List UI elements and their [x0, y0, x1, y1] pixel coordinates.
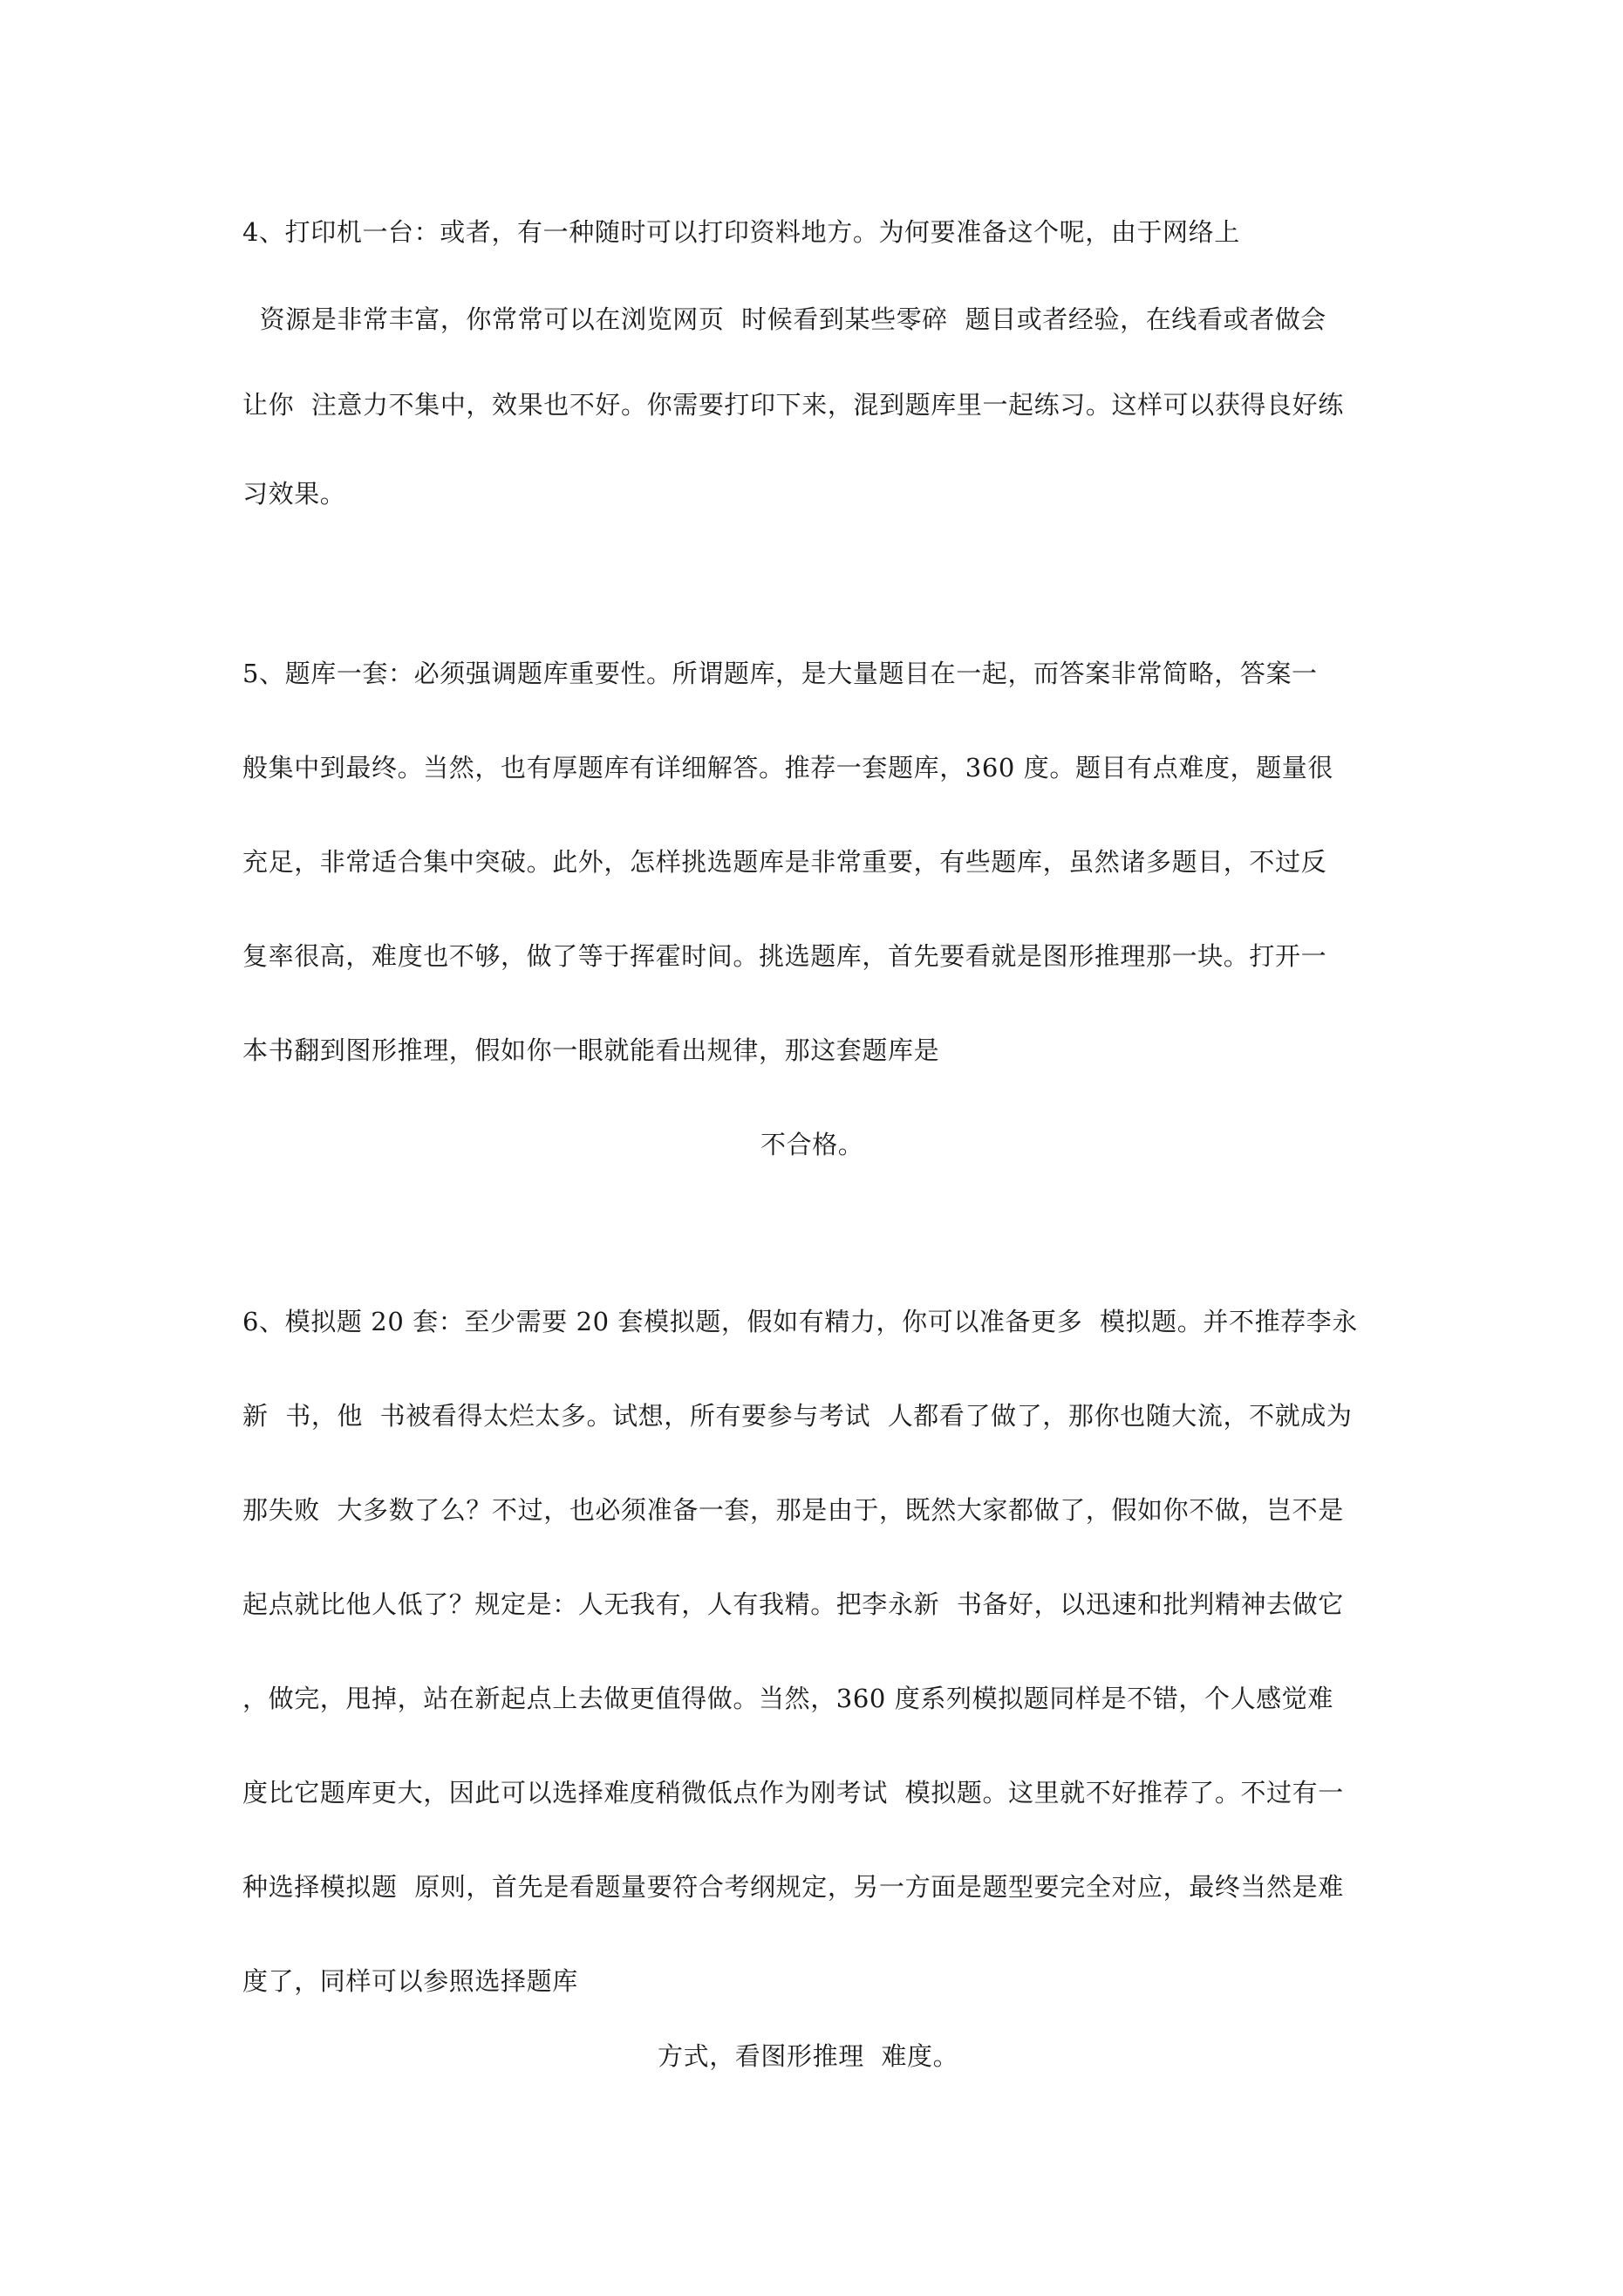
paragraph-4-line-4: 习效果。: [242, 479, 346, 509]
paragraph-4-line-1: 4、打印机一台：或者，有一种随时可以打印资料地方。为何要准备这个呢，由于网络上: [242, 217, 1240, 247]
paragraph-4-line-2: 资源是非常丰富，你常常可以在浏览网页 时候看到某些零碎 题目或者经验，在线看或者做会: [242, 304, 1326, 334]
paragraph-6-line-2: 新 书，他 书被看得太烂太多。试想，所有要参与考试 人都看了做了，那你也随大流，不就成为: [242, 1401, 1353, 1431]
paragraph-6-tail: 方式，看图形推理 难度。: [658, 2041, 959, 2071]
paragraph-5-line-2: 般集中到最终。当然，也有厚题库有详细解答。推荐一套题库，360 度。题目有点难度，题量很: [242, 753, 1333, 782]
paragraph-5-line-4: 复率很高，难度也不够，做了等于挥霍时间。挑选题库，首先要看就是图形推理那一块。打开一: [242, 941, 1327, 971]
paragraph-5-line-1: 5、题库一套：必须强调题库重要性。所谓题库，是大量题目在一起，而答案非常简略，答案一: [242, 659, 1318, 688]
paragraph-4-line-3: 让你 注意力不集中，效果也不好。你需要打印下来，混到题库里一起练习。这样可以获得良好练: [242, 390, 1344, 420]
paragraph-6-line-8: 度了，同样可以参照选择题库: [242, 1966, 578, 1996]
paragraph-6-line-5: ，做完，甩掉，站在新起点上去做更值得做。当然，360 度系列模拟题同样是不错，个人感觉难: [242, 1684, 1333, 1713]
paragraph-6-line-3: 那失败 大多数了么？不过，也必须准备一套，那是由于，既然大家都做了，假如你不做，岂不是: [242, 1495, 1344, 1525]
paragraph-6-line-4: 起点就比他人低了？规定是：人无我有，人有我精。把李永新 书备好，以迅速和批判精神去做它: [242, 1589, 1344, 1619]
paragraph-5-tail: 不合格。: [760, 1130, 864, 1159]
paragraph-5-line-5: 本书翻到图形推理，假如你一眼就能看出规律，那这套题库是: [242, 1035, 940, 1065]
paragraph-5-line-3: 充足，非常适合集中突破。此外，怎样挑选题库是非常重要，有些题库，虽然诸多题目，不过反: [242, 847, 1327, 877]
paragraph-6-line-6: 度比它题库更大，因此可以选择难度稍微低点作为刚考试 模拟题。这里就不好推荐了。不过有一: [242, 1778, 1344, 1807]
paragraph-6-line-1: 6、模拟题 20 套：至少需要 20 套模拟题，假如有精力，你可以准备更多 模拟题。并不推荐李永: [242, 1307, 1358, 1336]
paragraph-6-line-7: 种选择模拟题 原则，首先是看题量要符合考纲规定，另一方面是题型要完全对应，最终当然是难: [242, 1872, 1344, 1902]
